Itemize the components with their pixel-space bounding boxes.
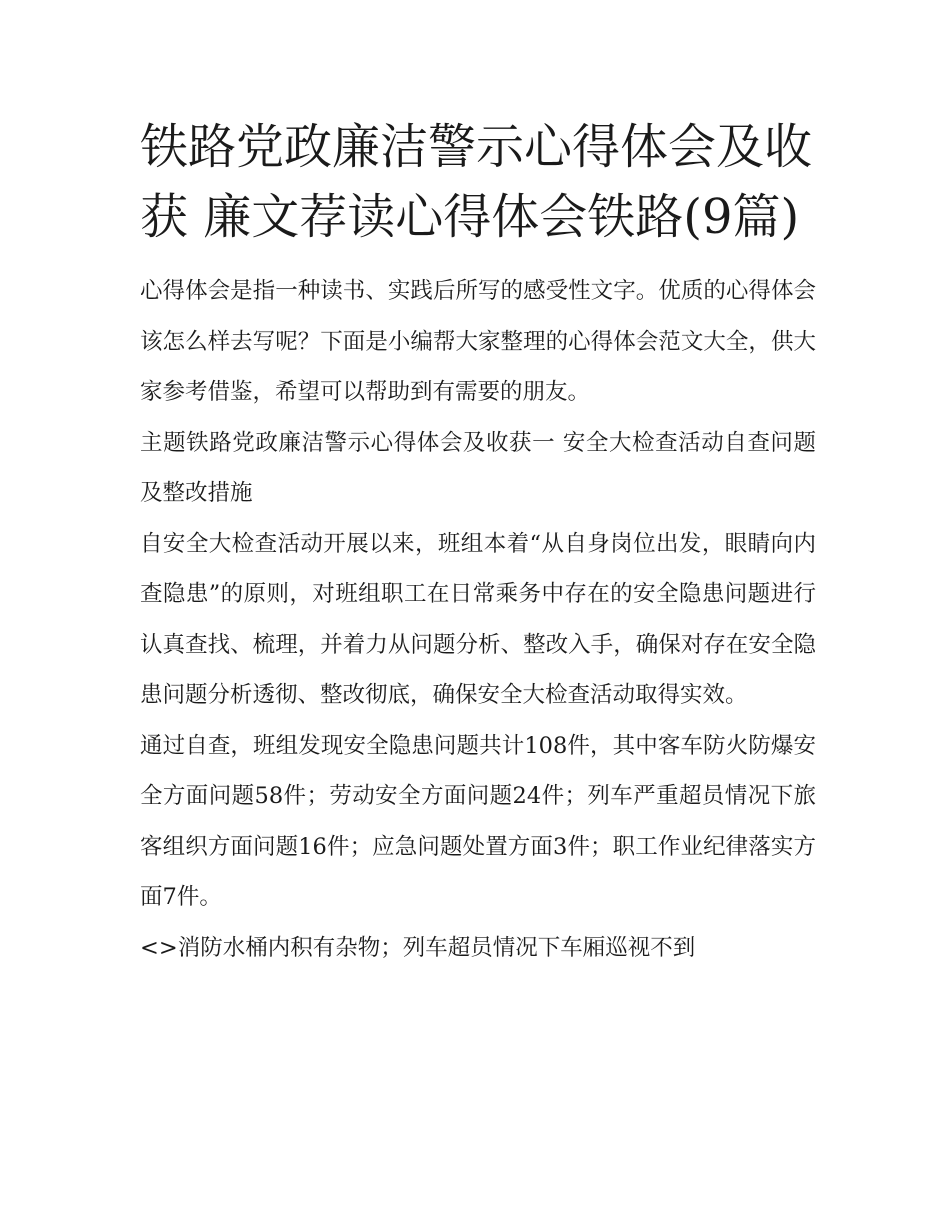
- paragraph-statistics: 通过自查，班组发现安全隐患问题共计108件，其中客车防火防爆安全方面问题58件；劳动安全方面问题24件；列车严重超员情况下旅客组织方面问题16件；应急问题处置方面3件；职工作业纪律落实方面7件。: [140, 732, 816, 910]
- document-title: 铁路党政廉洁警示心得体会及收获 廉文荐读心得体会铁路(9篇): [140, 119, 813, 245]
- paragraph-intro: 心得体会是指一种读书、实践后所写的感受性文字。优质的心得体会该怎么样去写呢？下面是小编帮大家整理的心得体会范文大全，供大家参考借鉴，希望可以帮助到有需要的朋友。: [140, 278, 816, 405]
- paragraph-inspection: 自安全大检查活动开展以来，班组本着“从自身岗位出发，眼睛向内查隐患”的原则，对班组职工在日常乘务中存在的安全隐患问题进行认真查找、梳理，并着力从问题分析、整改入手，确保对存在安全隐患问题分析透彻、整改彻底，确保安全大检查活动取得实效。: [140, 530, 816, 708]
- document-content: [140, 112, 816, 973]
- paragraph-topic-heading: 主题铁路党政廉洁警示心得体会及收获一 安全大检查活动自查问题及整改措施: [140, 429, 816, 506]
- paragraph-issues: <>消防水桶内积有杂物；列车超员情况下车厢巡视不到: [140, 934, 696, 961]
